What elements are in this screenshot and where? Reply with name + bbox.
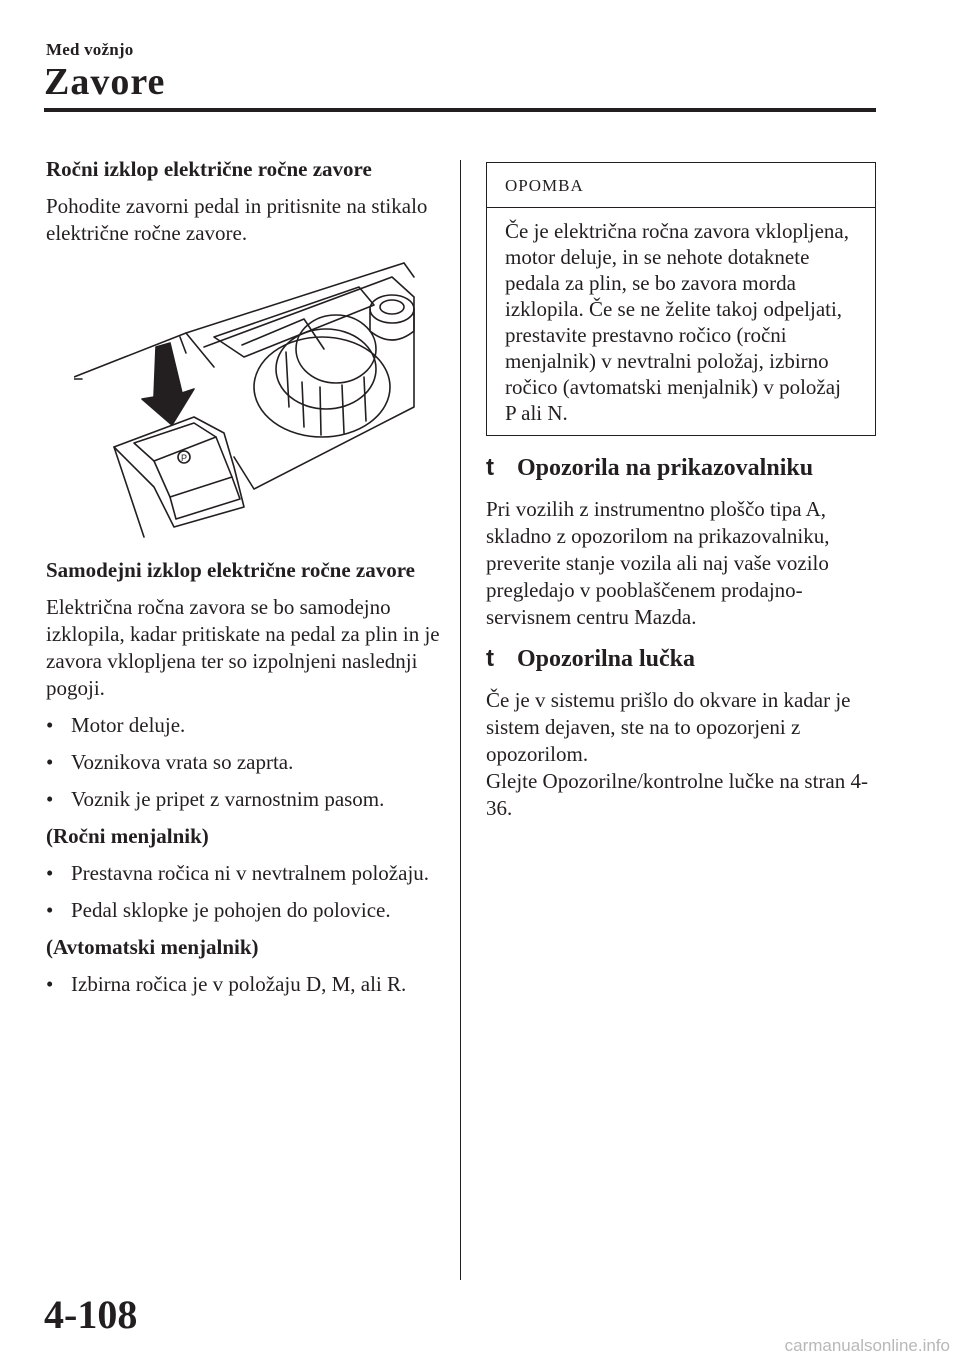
warning-light-heading xyxy=(486,645,878,673)
warning-light-text: Če je v sistemu prišlo do okvare in kadar je sistem dejaven, ste na to opozorjeni z opozorilom. xyxy=(486,688,851,766)
bullet-icon: • xyxy=(46,713,54,737)
bullet-icon: • xyxy=(46,861,54,885)
section-marker-icon: t xyxy=(486,454,494,481)
auto-release-title: Samodejni izklop električne ročne zavore xyxy=(46,558,415,582)
page-number: 4-108 xyxy=(44,1292,138,1337)
condition-item: • Voznik je pripet z varnostnim pasom. xyxy=(46,787,385,811)
auto-release-text: Električna ročna zavora se bo samodejno izklopila, kadar pritiskate na pedal za plin in je zavora vklopljena ter so izpolnjeni naslednji pogoji. xyxy=(46,595,440,700)
note-box xyxy=(486,162,876,436)
condition-item: • Prestavna ročica ni v nevtralnem položaju. xyxy=(46,861,430,885)
display-warnings-heading xyxy=(486,454,878,482)
condition-item: • Voznikova vrata so zaprta. xyxy=(46,750,294,774)
display-warnings-text: Pri vozilih z instrumentno ploščo tipa A, skladno z opozorilom na prikazovalniku, preverite stanje vozila ali naj vaše vozilo pregledajo v pooblaščenem prodajno-servisnem centru Mazda. xyxy=(486,497,830,629)
section-label: Med vožnjo xyxy=(46,40,134,59)
manual-release-text: Pohodite zavorni pedal in pritisnite na stikalo električne ročne zavore. xyxy=(46,194,428,245)
bullet-icon: • xyxy=(46,787,54,811)
note-title: OPOMBA xyxy=(487,163,875,208)
chapter-title: Zavore xyxy=(44,61,166,103)
automatic-transmission-label: (Avtomatski menjalnik) xyxy=(46,935,259,959)
manual-transmission-label: (Ročni menjalnik) xyxy=(46,824,209,848)
section-marker-icon: t xyxy=(486,645,494,672)
condition-item: • Izbirna ročica je v položaju D, M, ali R. xyxy=(46,972,407,996)
push-arrow-icon xyxy=(142,343,194,425)
parking-brake-figure xyxy=(74,257,424,541)
bullet-icon: • xyxy=(46,972,54,996)
watermark: carmanualsonline.info xyxy=(784,1336,950,1355)
left-column xyxy=(46,156,446,1008)
bullet-icon: • xyxy=(46,898,54,922)
display-warnings-title: Opozorila na prikazovalniku xyxy=(517,455,814,481)
p-symbol-label: P xyxy=(181,453,188,463)
reference-link[interactable]: Glejte Opozorilne/kontrolne lučke na stran 4-36. xyxy=(486,769,868,820)
column-divider xyxy=(460,160,461,1280)
condition-item: • Pedal sklopke je pohojen do polovice. xyxy=(46,898,391,922)
condition-item: • Motor deluje. xyxy=(46,713,186,737)
header-rule xyxy=(44,108,876,112)
bullet-icon: • xyxy=(46,750,54,774)
right-column xyxy=(486,162,878,832)
note-text: Če je električna ročna zavora vklopljena, motor deluje, in se nehote dotaknete pedala za plin, se bo zavora morda izklopila. Če se ne želite takoj odpeljati, prestavite prestavno ročico (ročni menjalnik) v nevtralni položaj, izbirno ročico (avtomatski menjalnik) v položaj P ali N. xyxy=(505,219,849,425)
manual-release-title: Ročni izklop električne ročne zavore xyxy=(46,157,372,181)
warning-light-title: Opozorilna lučka xyxy=(517,646,696,672)
